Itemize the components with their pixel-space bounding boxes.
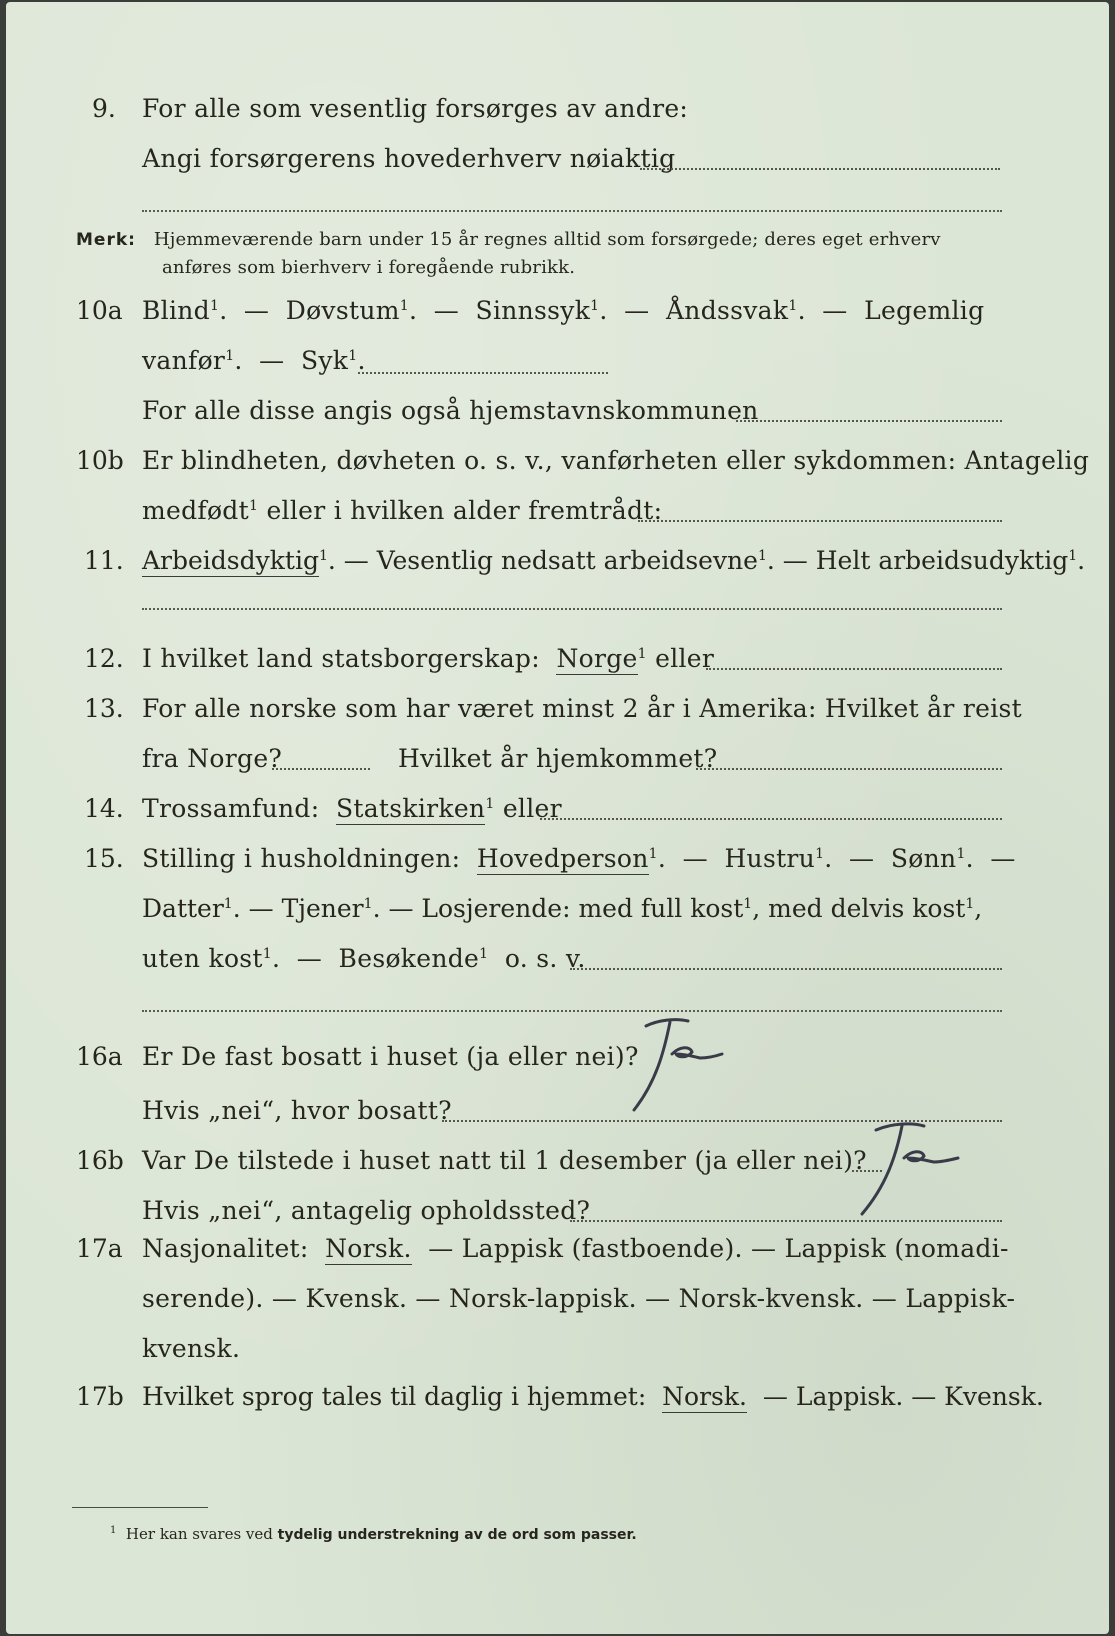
option-norsk-selected: Norsk. xyxy=(325,1234,412,1263)
item-number: 15. xyxy=(84,844,124,873)
option-full-kost: med full kost xyxy=(578,894,744,923)
question-eller: eller xyxy=(502,794,562,823)
question-rest: — Lappisk (fastboende). — Lappisk (nomadi- xyxy=(428,1234,1009,1263)
question-text: Arbeidsdyktig$^1$. — Vesentlig nedsatt arbeidsevne$^1$. — Helt arbeidsudyktig$^1$. xyxy=(142,546,1086,575)
option-statskirken-selected: Statskirken xyxy=(335,794,486,823)
answer-line xyxy=(640,168,1000,170)
item-number: 9. xyxy=(92,94,116,123)
answer-line xyxy=(272,768,370,770)
option-hovedperson-selected: Hovedperson xyxy=(476,844,649,873)
question-label: Stilling i husholdningen: xyxy=(142,844,461,873)
option-uten-kost: uten kost xyxy=(142,944,263,973)
question-label: Trossamfund: xyxy=(142,794,320,823)
option-legemlig: Legemlig xyxy=(864,296,985,325)
question-text: Stilling i husholdningen: Hovedperson$^1$. — Hustru$^1$. — Sønn$^1$. — xyxy=(142,844,1016,873)
answer-line xyxy=(142,608,1002,610)
note-text: anføres som bierhverv i foregående rubrikk. xyxy=(162,257,576,278)
handwritten-answer-ja xyxy=(844,1114,964,1224)
question-text: Hvis „nei“, hvor bosatt? xyxy=(142,1096,452,1125)
option-delvis-kost: med delvis kost xyxy=(768,894,966,923)
question-text: Er blindheten, døvheten o. s. v., vanførheten eller sykdommen: Antagelig xyxy=(142,446,1090,475)
option-uarbeidsdyktig: Helt arbeidsudyktig xyxy=(815,546,1069,575)
footnote-bold-text: tydelig understrekning av de ord som passer. xyxy=(277,1527,637,1543)
question-text: Hvilket år hjemkommet? xyxy=(398,744,718,773)
note-label: Merk: xyxy=(76,230,136,250)
question-label: Hvilket sprog tales til daglig i hjemmet: xyxy=(142,1382,647,1411)
note xyxy=(76,228,941,252)
question-text xyxy=(142,1234,1009,1264)
answer-line xyxy=(142,1010,1002,1012)
option-losjerende: Losjerende: xyxy=(421,894,571,923)
item-number: 16b xyxy=(76,1146,124,1175)
question-text: For alle som vesentlig forsørges av andre: xyxy=(142,94,689,123)
question-text: vanfør$^1$. — Syk$^1$. xyxy=(142,346,366,375)
question-label: I hvilket land statsborgerskap: xyxy=(142,644,540,673)
option-sinnssyk: Sinnssyk xyxy=(475,296,591,325)
answer-line xyxy=(696,768,1002,770)
question-rest: — Lappisk. — Kvensk. xyxy=(762,1382,1044,1411)
question-label: Nasjonalitet: xyxy=(142,1234,309,1263)
question-text: uten kost$^1$. — Besøkende$^1$ o. s. v. xyxy=(142,944,586,973)
item-number: 17a xyxy=(76,1234,123,1263)
option-blind: Blind xyxy=(142,296,210,325)
question-text: fra Norge? xyxy=(142,744,283,773)
option-nedsatt: Vesentlig nedsatt arbeidsevne xyxy=(376,546,758,575)
question-text: Var De tilstede i huset natt til 1 desember (ja eller nei)? xyxy=(142,1146,867,1175)
answer-line xyxy=(570,968,1002,970)
item-number: 16a xyxy=(76,1042,123,1071)
question-text: Er De fast bosatt i huset (ja eller nei)? xyxy=(142,1042,639,1071)
item-number: 10b xyxy=(76,446,124,475)
option-hustru: Hustru xyxy=(724,844,816,873)
option-dovstum: Døvstum xyxy=(285,296,400,325)
item-number: 10a xyxy=(76,296,123,325)
question-osv: o. s. v. xyxy=(504,944,586,973)
question-text: For alle norske som har været minst 2 år i Amerika: Hvilket år reist xyxy=(142,694,1023,723)
option-andssvak: Åndssvak xyxy=(665,296,789,325)
option-datter: Datter xyxy=(142,894,224,923)
option-sonn: Sønn xyxy=(890,844,957,873)
option-syk: Syk xyxy=(300,346,349,375)
question-text: For alle disse angis også hjemstavnskommunen xyxy=(142,396,759,425)
question-rest: eller i hvilken alder fremtrådt: xyxy=(266,496,663,525)
item-number: 12. xyxy=(84,644,124,673)
item-number: 17b xyxy=(76,1382,124,1411)
item-number: 13. xyxy=(84,694,124,723)
question-text xyxy=(142,1382,1044,1412)
handwritten-answer-ja xyxy=(618,1012,728,1122)
option-vanfor: vanfør xyxy=(142,346,226,375)
question-text: Blind$^1$. — Døvstum$^1$. — Sinnssyk$^1$. — Åndssvak$^1$. — Legemlig xyxy=(142,296,985,325)
answer-line xyxy=(706,668,1002,670)
question-text: Hvis „nei“, antagelig opholdssted? xyxy=(142,1196,591,1225)
option-medfodt: medfødt xyxy=(142,496,249,525)
question-text: Angi forsørgerens hovederhverv nøiaktig xyxy=(142,144,676,173)
option-tjener: Tjener xyxy=(281,894,364,923)
question-text: Datter$^1$. — Tjener$^1$. — Losjerende: med full kost$^1$, med delvis kost$^1$, xyxy=(142,894,983,923)
item-number: 11. xyxy=(84,546,124,575)
note-text: Hjemmeværende barn under 15 år regnes alltid som forsørgede; deres eget erhverv xyxy=(153,229,941,250)
answer-line xyxy=(638,520,1002,522)
question-text: I hvilket land statsborgerskap: Norge$^1$ eller xyxy=(142,644,715,673)
footnote-text: Her kan svares ved xyxy=(125,1525,273,1543)
answer-line xyxy=(142,210,1002,212)
question-text: Trossamfund: Statskirken$^1$ eller xyxy=(142,794,562,823)
footnote: $^1$ Her kan svares ved tydelig understrekning av de ord som passer. xyxy=(110,1525,637,1543)
question-text: medfødt$^1$ eller i hvilken alder fremtrådt: xyxy=(142,496,663,525)
option-norge-selected: Norge xyxy=(556,644,638,673)
question-text: serende). — Kvensk. — Norsk-lappisk. — Norsk-kvensk. — Lappisk- xyxy=(142,1284,1016,1313)
item-number: 14. xyxy=(84,794,124,823)
option-besokende: Besøkende xyxy=(338,944,480,973)
answer-line xyxy=(736,420,1002,422)
answer-line xyxy=(540,818,1002,820)
option-arbeidsdyktig-selected: Arbeidsdyktig xyxy=(142,546,319,575)
question-text: kvensk. xyxy=(142,1334,241,1363)
question-eller: eller xyxy=(655,644,715,673)
answer-line xyxy=(358,372,608,374)
form-page xyxy=(6,2,1109,1634)
footnote-divider xyxy=(72,1507,208,1508)
option-norsk-selected: Norsk. xyxy=(662,1382,747,1411)
